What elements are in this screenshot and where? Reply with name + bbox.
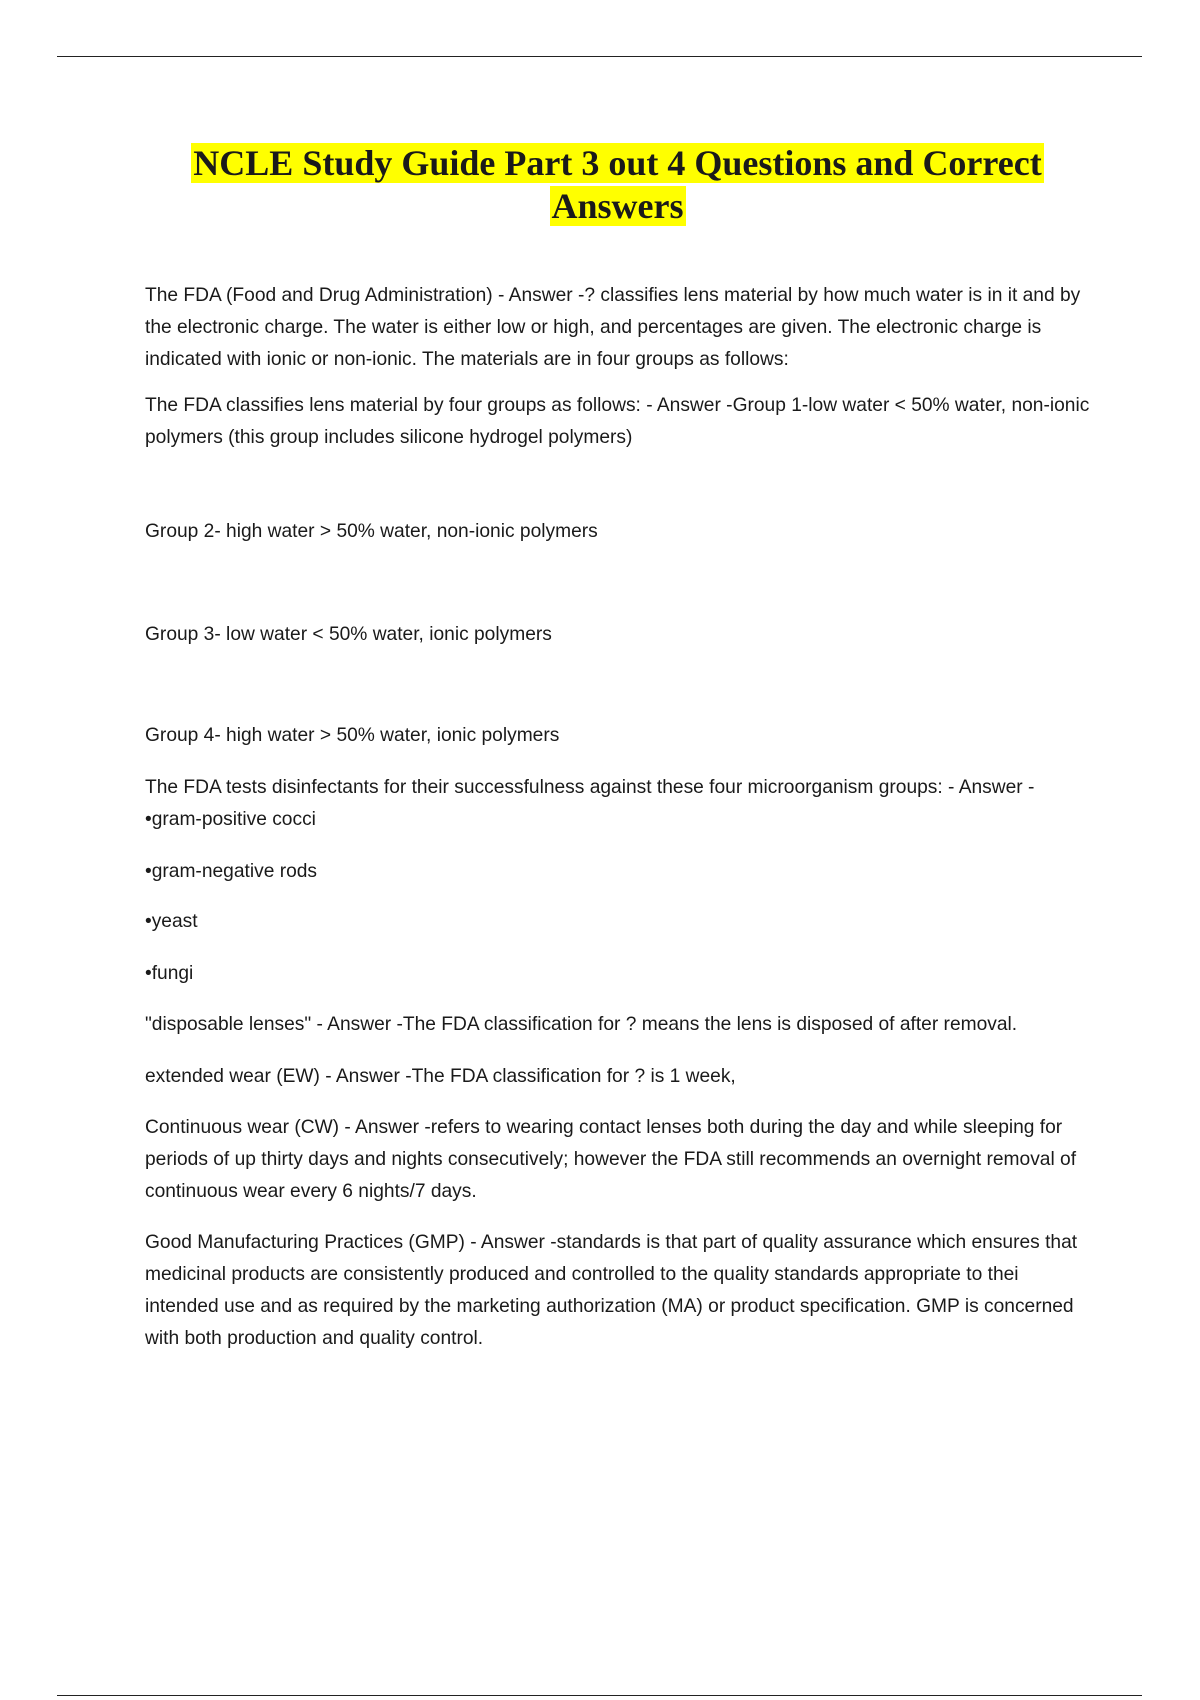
document-body: [145, 280, 1090, 1355]
paragraph-disposable-lenses: "disposable lenses" - Answer -The FDA classification for ? means the lens is disposed of after removal.: [145, 1014, 1018, 1035]
bullet-fungi: •fungi: [145, 963, 194, 984]
bullet-gram-negative-rods: •gram-negative rods: [145, 861, 318, 882]
paragraph-group-4: Group 4- high water > 50% water, ionic polymers: [145, 725, 560, 746]
paragraph-gmp: Good Manufacturing Practices (GMP) - Answer -standards is that part of quality assurance which ensures that medicinal products are consistently produced and controlled to the quality standards appropriate to thei intended use and as required by the marketing authorization (MA) or product specification. GMP is concerned with both production and quality control.: [145, 1232, 1078, 1349]
title-highlight: NCLE Study Guide Part 3 out 4 Questions and Correct Answers: [193, 143, 1042, 226]
paragraph-disinfectants: The FDA tests disinfectants for their successfulness against these four microorganism groups: - Answer - •gram-positive cocci: [145, 777, 1035, 830]
paragraph-group-2: Group 2- high water > 50% water, non-ionic polymers: [145, 521, 598, 542]
paragraph-fda-classification: The FDA (Food and Drug Administration) - Answer -? classifies lens material by how much water is in it and by the electronic charge. The water is either low or high, and percentages are given. The electronic charge is indicated with ionic or non-ionic. The materials are in four groups as follows:: [145, 285, 1081, 370]
footer-rule: [57, 1695, 1142, 1696]
paragraph-extended-wear: extended wear (EW) - Answer -The FDA classification for ? is 1 week,: [145, 1066, 736, 1087]
paragraph-group-3: Group 3- low water < 50% water, ionic polymers: [145, 624, 552, 645]
header-rule: [57, 56, 1142, 57]
paragraph-continuous-wear: Continuous wear (CW) - Answer -refers to wearing contact lenses both during the day and while sleeping for periods of up thirty days and nights consecutively; however the FDA still recommends an overnight removal of continuous wear every 6 nights/7 days.: [145, 1117, 1077, 1202]
document-title: [140, 142, 1095, 228]
paragraph-four-groups: The FDA classifies lens material by four groups as follows: - Answer -Group 1-low water < 50% water, non-ionic polymers (this group includes silicone hydrogel polymers): [145, 395, 1090, 448]
bullet-yeast: •yeast: [145, 911, 198, 932]
